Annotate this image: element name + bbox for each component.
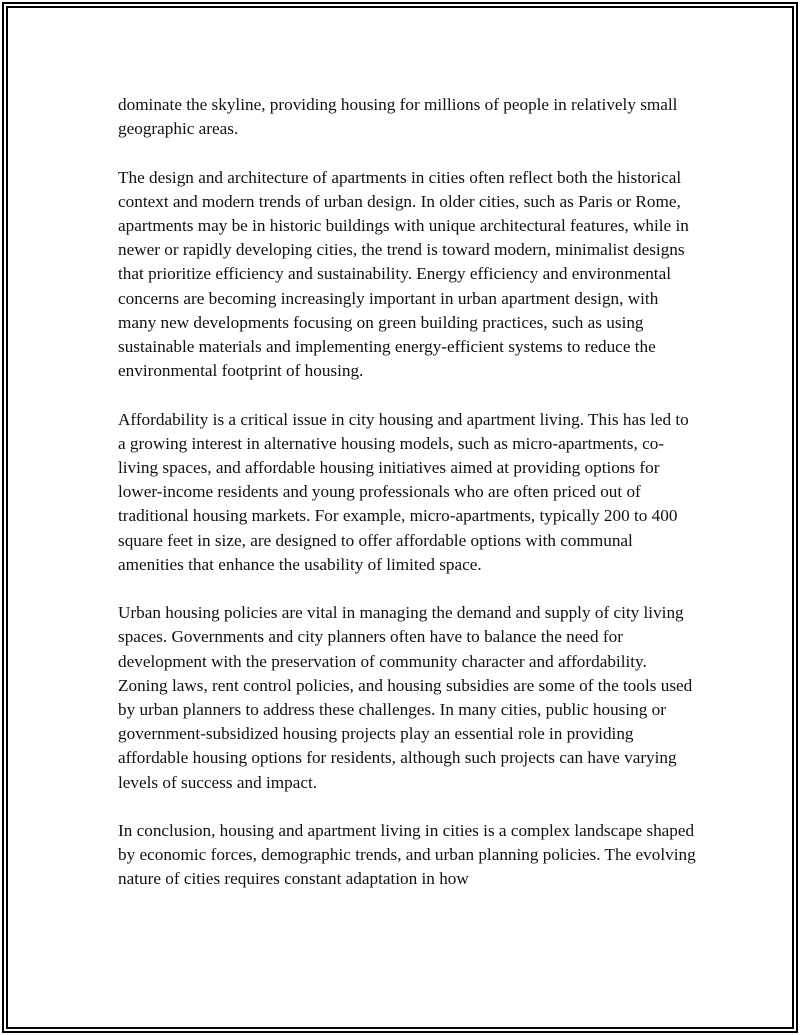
paragraph-conclusion: In conclusion, housing and apartment living in cities is a complex landscape shaped by economic forces, demographic trends, and urban planning policies. The evolving nature of cities requires constant adaptation in how [118, 821, 696, 889]
paragraph-design-architecture: The design and architecture of apartments in cities often reflect both the historical context and modern trends of urban design. In older cities, such as Paris or Rome, apartments may be in historic buildings with unique architectural features, while in newer or rapidly developing cities, the trend is toward modern, minimalist designs that prioritize efficiency and sustainability. Energy efficiency and environmental concerns are becoming increasingly important in urban apartment design, with many new developments focusing on green building practices, such as using sustainable materials and implementing energy-efficient systems to reduce the environmental footprint of housing. [118, 167, 689, 381]
paragraph-affordability: Affordability is a critical issue in city housing and apartment living. This has led to a growing interest in alternative housing models, such as micro-apartments, co-living spaces, and affordable housing initiatives aimed at providing options for lower-income residents and young professionals who are often priced out of traditional housing markets. For example, micro-apartments, typically 200 to 400 square feet in size, are designed to offer affordable options with communal amenities that enhance the usability of limited space. [118, 409, 689, 574]
paragraph-skyline: dominate the skyline, providing housing for millions of people in relatively small geographic areas. [118, 95, 678, 139]
document-body [118, 93, 698, 892]
paragraph-housing-policies: Urban housing policies are vital in managing the demand and supply of city living spaces. Governments and city planners often have to balance the need for development with the preservation of community character and affordability. Zoning laws, rent control policies, and housing subsidies are some of the tools used by urban planners to address these challenges. In many cities, public housing or government-subsidized housing projects play an essential role in providing affordable housing options for residents, although such projects can have varying levels of success and impact. [118, 603, 693, 792]
